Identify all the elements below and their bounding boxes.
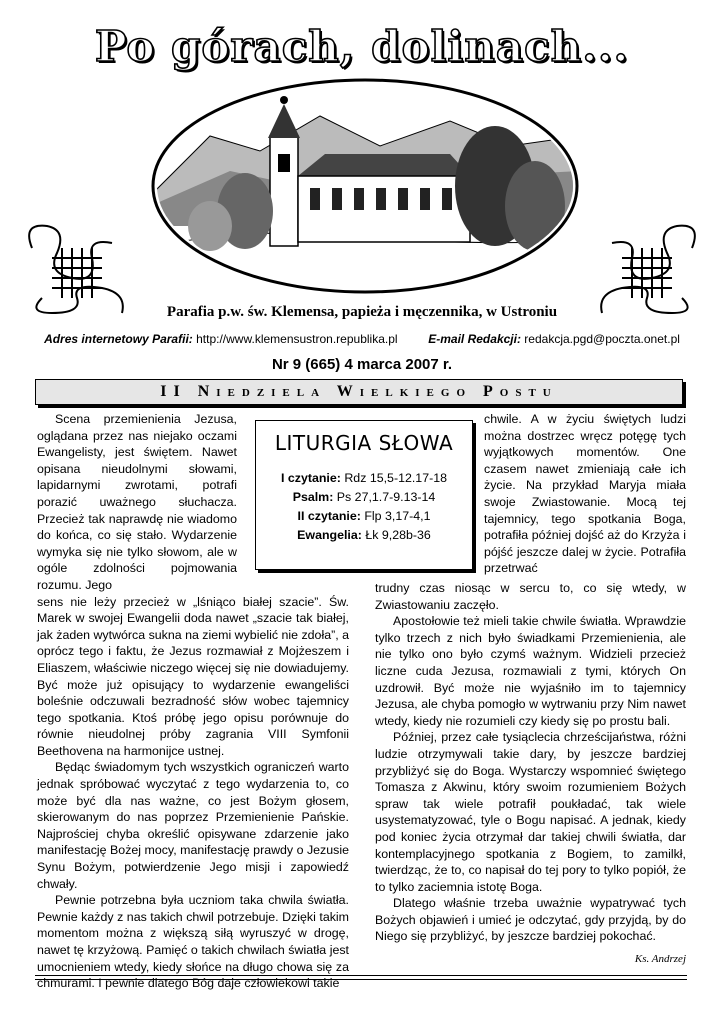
article-paragraph: Później, przez całe tysiąclecia chrześcijaństwa, różni ludzie otrzymywali takie dary, by jeszcze bardziej przybliżyć się do Boga. Wystarczy wspomnieć świętego Tomasza z Akwinu, który swoim rozumieniem Bożych spraw tak wiele potrafił poukładać, tak wiele usystematyzować, tyle o Bogu napisać. A jednak, kiedy pod koniec życia otrzymał dar takiej chwili światła, dar kontemplacyjnego spotkania z Bogiem, to zamilkł, twierdząc, że to, co napisał do tej pory to tylko popiół, że to tylko zaciemnia istotę Boga. (375, 730, 686, 894)
section-banner (35, 379, 683, 405)
email-link[interactable]: redakcja.pgd@poczta.onet.pl (524, 332, 680, 346)
web-link[interactable]: http://www.klemensustron.republika.pl (196, 332, 398, 346)
article-right-column (375, 580, 686, 945)
article-signature: Ks. Andrzej (634, 953, 686, 965)
article-paragraph: Dlatego właśnie trzeba uważnie wypatrywać tych Bożych objawień i umieć je odczytać, gdy przyjdą, by do Niego się przybliżyć, by jeszcze bardziej pokochać. (375, 896, 686, 944)
article-text-narrow: Scena przemienienia Jezusa, oglądana przez nas niejako oczami Ewangelisty, jest świętem. Nawet opisana nieudolnymi słowami, lapidarnymi zwrotami, potrafi porazić uważnego słuchacza. Przecież tak naprawdę nie wiadomo do końca, co się stało. Wydarzenie wymyka się nie tylko słowom, ale w ogóle zdolności pojmowania rozumu. Jego (37, 412, 237, 592)
email-label: E-mail Redakcji: (428, 332, 521, 346)
liturgy-row: II czytanie: Flp 3,17-4,1 (297, 509, 431, 523)
article-paragraph: Apostołowie też mieli takie chwile światła. Wprawdzie tylko trzech z nich było świadkami Przemienienia, ale nie tylko ono było czymś ważnym. Widzieli przecież liczne cuda Jezusa, rozmawiali z tymi, których On uzdrowił. Być może nie wyjaśniło im to tajemnicy Jezusa, ale chyba pomogło w wytrwaniu przy Nim nawet wtedy, kiedy nie rozumieli czy kiedy się po prostu bali. (375, 614, 686, 728)
flourish-right-icon (592, 218, 702, 318)
flourish-left-icon (22, 218, 132, 318)
article-text-wide: sens nie leży przecież w „lśniąco białej szacie”. Św. Marek w swojej Ewangelii doda nawet „szacie tak białej, jak żaden wytwórca sukna na ziemi wybielić nie zdoła”, a oprócz tego i faktu, że Jezus rozmawiał z Mojżeszem i Eliaszem, właściwie niczego więcej się nie dowiadujemy. Być może już opisujący to wydarzenie ewangeliści boleśnie odczuwali bezradność słów wobec tajemnicy tego spotkania. Ktoś próbę jego opisu porównuje do równie nieudolnej próby zagrania VIII Symfonii Beethovena na harmonijce ustnej. (37, 594, 349, 758)
article-paragraph: trudny czas niosąc w sercu to, co się wtedy, w Zwiastowaniu zaczęło. (375, 581, 686, 612)
article-paragraph: Pewnie potrzebna była uczniom taka chwila światła. Pewnie każdy z nas takich chwil potrzebuje. Dzięki takim momentom można z większą siłą wyruszyć w drogę, nawet tę krzyżową. Pamięć o takich chwilach światła jest umocnieniem wtedy, kiedy słońce na długo chowa się za chmurami. I pewnie dlatego Bóg daje człowiekowi takie (37, 893, 349, 991)
bottom-rule (35, 979, 687, 980)
parish-name: Parafia p.w. św. Klemensa, papieża i męczennika, w Ustroniu (166, 304, 558, 320)
article-paragraph: chwile. A w życiu świętych ludzi można dostrzec wręcz potęgę tych wyjątkowych momentów. One czasem nawet zmieniają całe ich życie. Na przykład Maryja miała swoje Zwiastowanie. Mocą tej tajemnicy, tego spotkania Boga, potrafiła później dojść aż do Krzyża i pójść jeszcze dalej w życie. Potrafiła przetrwać (484, 412, 686, 576)
liturgy-row: I czytanie: Rdz 15,5-12.17-18 (280, 471, 447, 485)
bottom-rule (35, 975, 687, 976)
church-illustration (150, 76, 580, 296)
masthead (0, 22, 724, 82)
liturgy-box (255, 420, 473, 570)
contact-line (0, 332, 724, 346)
article-right-narrow (484, 411, 686, 577)
banner-title: II Niedziela Wielkiego Postu (160, 383, 558, 400)
liturgy-row: Psalm: Ps 27,1.7-9.13-14 (292, 490, 436, 504)
issue-number: Nr 9 (665) 4 marca 2007 r. (271, 356, 453, 373)
liturgy-row: Ewangelia: Łk 9,28b-36 (297, 528, 431, 542)
masthead-title: Po górach, dolinach... (94, 22, 630, 71)
article-paragraph: Będąc świadomym tych wszystkich ograniczeń warto jednak spróbować wyczytać z tego wydarzenia to, co może być dla nas ważne, co jest Bożym głosem, skierowanym do nas poprzez Przemienienie Pańskie. Najprościej chyba określić opisywane zdarzenie jako manifestację Bożej mocy, manifestację prawdy o Jezusie Synu Bożym, potwierdzenie Jego misji i zapowiedź chwały. (37, 760, 349, 891)
liturgy-title: LITURGIA SŁOWA (274, 431, 454, 455)
web-label: Adres internetowy Parafii: (44, 332, 193, 346)
